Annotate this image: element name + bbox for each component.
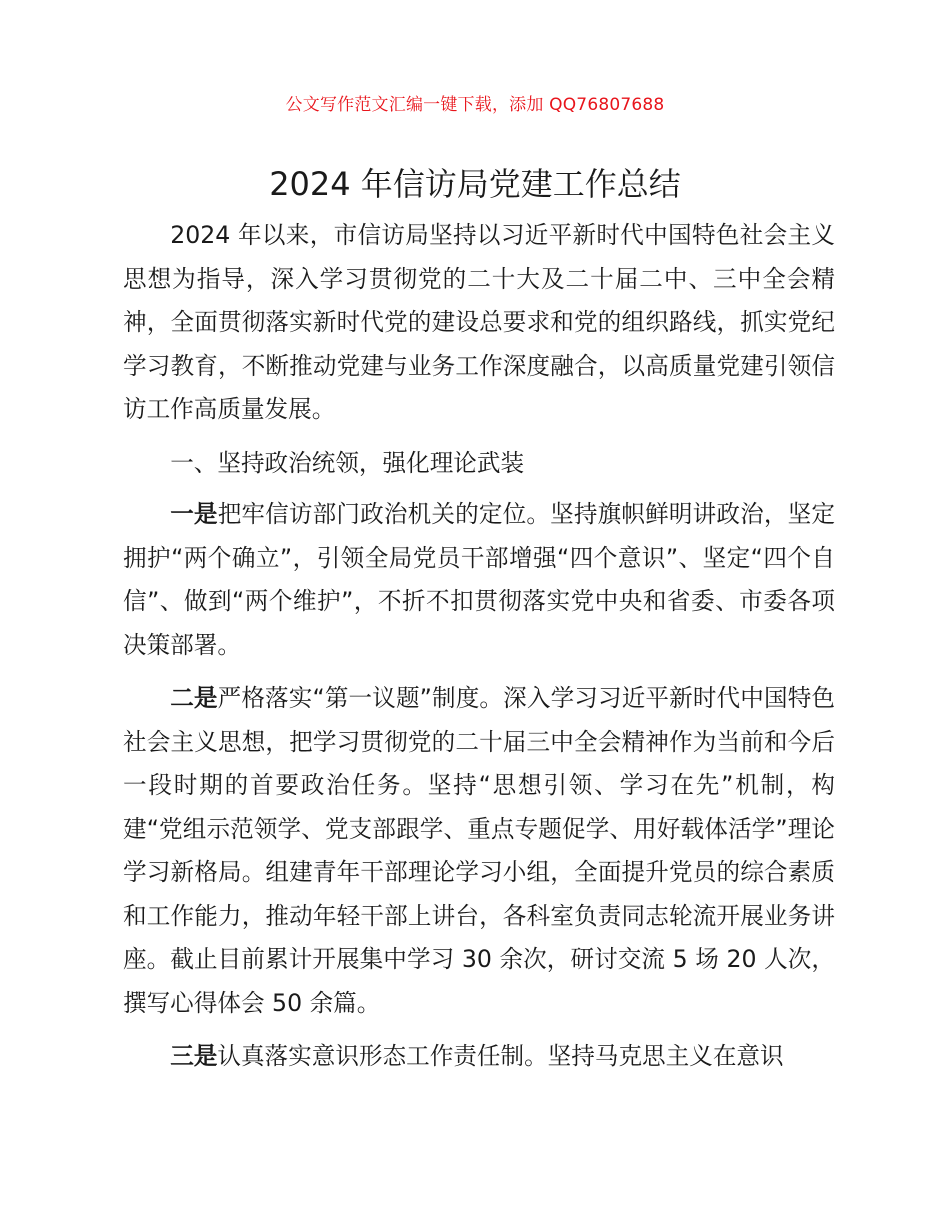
item-text: 严格落实“第一议题”制度。深入学习习近平新时代中国特色社会主义思想，把学习贯彻党的二十届三中全会精神作为当前和今后一段时期的首要政治任务。坚持“思想引领、学习在先”机制，构建“党组示范领学、党支部跟学、重点专题促学、用好载体活学”理论学习新格局。组建青年干部理论学习小组，全面提升党员的综合素质和工作能力，推动年轻干部上讲台，各科室负责同志轮流开展业务讲座。截止目前累计开展集中学习 30 余次，研讨交流 5 场 20 人次，撰写心得体会 50 余篇。 <box>123 684 836 1017</box>
item-text: 把牢信访部门政治机关的定位。坚持旗帜鲜明讲政治，坚定拥护“两个确立”，引领全局党员干部增强“四个意识”、坚定“四个自信”、做到“两个维护”，不折不扣贯彻落实党中央和省委、市委各项决策部署。 <box>123 500 835 659</box>
document-body <box>123 214 835 1089</box>
item-lead: 三是 <box>170 1042 218 1070</box>
intro-paragraph: 2024 年以来，市信访局坚持以习近平新时代中国特色社会主义思想为指导，深入学习贯彻党的二十大及二十届二中、三中全会精神，全面贯彻落实新时代党的建设总要求和党的组织路线，抓实党纪学习教育，不断推动党建与业务工作深度融合，以高质量党建引领信访工作高质量发展。 <box>123 221 835 423</box>
document-title: 2024 年信访局党建工作总结 <box>269 165 681 203</box>
item-lead: 二是 <box>170 684 218 712</box>
download-banner[interactable]: 公文写作范文汇编一键下载，添加 QQ76807688 <box>285 95 665 115</box>
item-paragraph-1 <box>123 493 835 667</box>
section-heading: 一、坚持政治统领，强化理论武装 <box>170 448 525 477</box>
item-paragraph-2 <box>123 677 835 1025</box>
item-paragraph-3 <box>123 1035 835 1079</box>
item-lead: 一是 <box>170 500 218 528</box>
item-text: 认真落实意识形态工作责任制。坚持马克思主义在意识 <box>217 1042 784 1070</box>
